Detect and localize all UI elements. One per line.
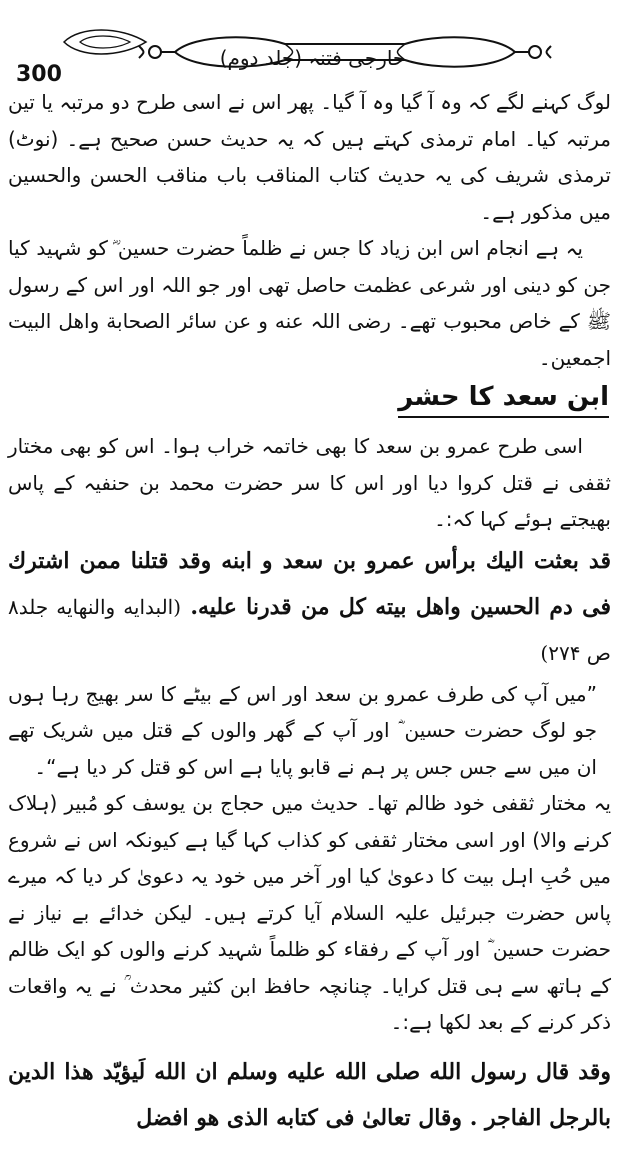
page-number: 300 <box>16 62 62 87</box>
arabic-quote-text: قد بعثت الیك برأس عمرو بن سعد و ابنه وقد قتلنا ممن اشترك فی دم الحسین واهل بیته کل من قدرنا علیه. <box>8 547 611 620</box>
page-header <box>0 18 625 87</box>
arabic-closing-quote: وقد قال رسول الله صلی الله علیه وسلم ان الله لَیؤیّد هذا الدین بالرجل الفاجر . وقال تعالیٰ فی کتابه الذی هو افضل <box>8 1058 611 1131</box>
arabic-quote <box>8 538 611 676</box>
paragraph-3: اسی طرح عمرو بن سعد کا بھی خاتمہ خراب ہوا۔ اس کو بھی مختار ثقفی نے قتل کروا دیا اور اس کا سر حضرت محمد بن حنفیہ کے پاس بھیجتے ہوئے کہا کہ:۔ <box>8 434 611 531</box>
citation: (البدایه والنهایه جلد۸ ص ۲۷۴) <box>8 594 611 665</box>
paragraph-1: لوگ کہنے لگے کہ وہ آ گیا وہ آ گیا۔ پھر اس نے اسی طرح دو مرتبہ یا تین مرتبہ کیا۔ امام ترمذی کہتے ہیں کہ یہ حدیث حسن صحیح ہے۔ (نوٹ) ترمذی شریف کی یہ حدیث کتاب المناقب باب مناقب الحسن والحسین میں مذکور ہے۔ <box>8 90 611 224</box>
running-header-title: خارجی فتنہ (جلد دوم) <box>219 46 406 70</box>
section-heading <box>8 382 611 418</box>
paragraph-2: یہ ہے انجام اس ابن زیاد کا جس نے ظلماً حضرت حسین ؓ کو شہید کیا جن کو دینی اور شرعی عظمت حاصل تھی اور جو اللہ اور اس کے رسول ﷺ کے خاص محبوب تھے۔ رضی اللہ عنه و عن سائر الصحابة واهل البیت اجمعین۔ <box>8 236 611 370</box>
paragraph-4: یہ مختار ثقفی خود ظالم تھا۔ حدیث میں حجاج بن یوسف کو مُبیر (ہلاک کرنے والا) اور اسی مختار ثقفی کو کذاب کہا گیا ہے کیونکہ اس نے شروع میں حُبِ اہل بیت کا دعویٰ کیا اور آخر میں خود یہ دعویٰ کر دیا کہ میرے پاس حضرت جبرئیل علیہ السلام آیا کرتے ہیں۔ لیکن خدائے بے نیاز نے حضرت حسین ؓ اور آپ کے رفقاء کو ظلماً شہید کرنے والوں کو ایک ظالم کے ہاتھ سے ہی قتل کرایا۔ چنانچہ حافظ ابن کثیر محدث ؒ نے یہ واقعات ذکر کرنے کے بعد لکھا ہے:۔ <box>8 791 611 1034</box>
section-heading-text: ابن سعد کا حشر <box>398 382 609 418</box>
page-body <box>8 84 611 1141</box>
urdu-translation-quote: ”میں آپ کی طرف عمرو بن سعد اور اس کے بیٹے کا سر بھیج رہا ہوں جو لوگ حضرت حسین ؓ اور آپ کے گھر والوں کے قتل میں شریک تھے ان میں سے جس جس پر ہم نے قابو پایا ہے اس کو قتل کر دیا ہے“۔ <box>8 681 597 779</box>
